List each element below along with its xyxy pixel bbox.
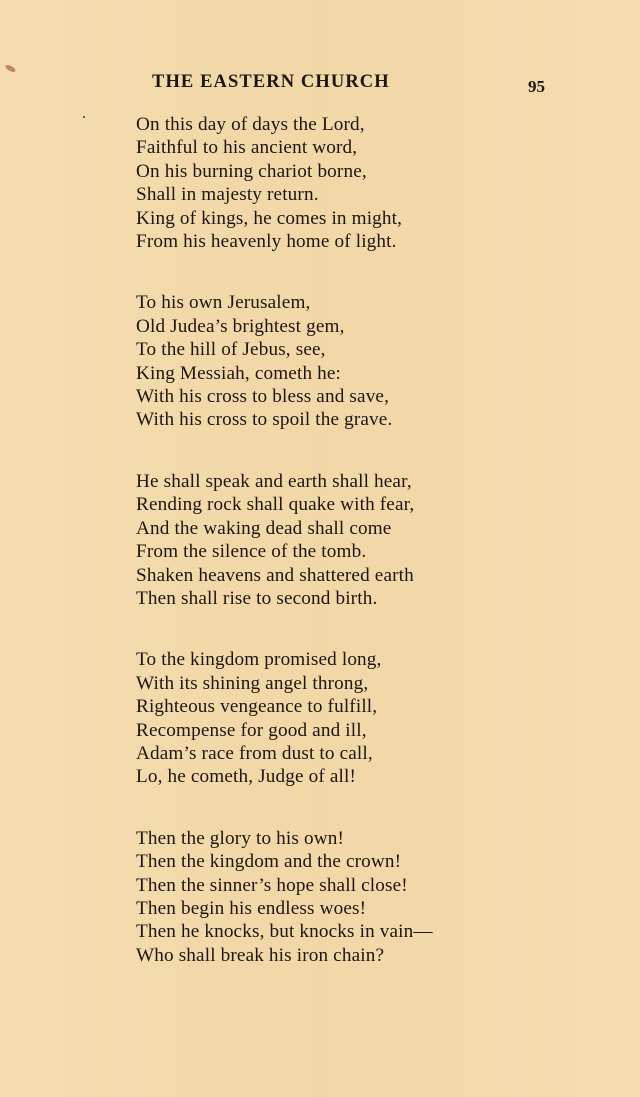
poem-line: On his burning chariot borne, bbox=[136, 160, 367, 182]
poem-line: Then the glory to his own! bbox=[136, 827, 345, 849]
paper-speck bbox=[83, 116, 85, 118]
page-number: 95 bbox=[528, 77, 545, 96]
poem-line: Then shall rise to second birth. bbox=[136, 587, 378, 609]
poem-line: Old Judea’s brightest gem, bbox=[136, 315, 345, 337]
running-title: THE EASTERN CHURCH bbox=[152, 72, 390, 92]
poem-line: He shall speak and earth shall hear, bbox=[136, 470, 412, 492]
stanza-5 bbox=[136, 827, 433, 967]
poem-line: To the hill of Jebus, see, bbox=[136, 339, 326, 361]
poem-line: Recompense for good and ill, bbox=[136, 719, 367, 741]
stanza-2 bbox=[136, 291, 433, 431]
poem-line: Shall in majesty return. bbox=[136, 184, 319, 206]
poem-line: From the silence of the tomb. bbox=[136, 541, 367, 563]
poem-line: Shaken heavens and shattered earth bbox=[136, 564, 414, 586]
poem-line: Then begin his endless woes! bbox=[136, 897, 367, 919]
poem-line: Then he knocks, but knocks in vain— bbox=[136, 921, 433, 943]
poem-line: To his own Jerusalem, bbox=[136, 292, 311, 314]
poem-line: On this day of days the Lord, bbox=[136, 114, 365, 135]
poem-line: Righteous vengeance to fulfill, bbox=[136, 696, 378, 718]
poem-line: Who shall break his iron chain? bbox=[136, 944, 385, 966]
poem-line: Faithful to his ancient word, bbox=[136, 137, 358, 159]
poem-line: With his cross to spoil the grave. bbox=[136, 409, 393, 431]
poem-line: Rending rock shall quake with fear, bbox=[136, 494, 415, 516]
poem-line: With his cross to bless and save, bbox=[136, 386, 390, 408]
poem-line: Then the sinner’s hope shall close! bbox=[136, 874, 408, 896]
poem-line: Adam’s race from dust to call, bbox=[136, 742, 373, 764]
running-header bbox=[0, 72, 640, 96]
poem-line: Lo, he cometh, Judge of all! bbox=[136, 766, 356, 788]
poem-line: From his heavenly home of light. bbox=[136, 231, 397, 253]
stanza-3 bbox=[136, 470, 433, 610]
poem-line: To the kingdom promised long, bbox=[136, 649, 382, 671]
stanza-1 bbox=[136, 113, 433, 253]
poem bbox=[136, 113, 433, 1005]
poem-line: Then the kingdom and the crown! bbox=[136, 851, 402, 873]
stanza-4 bbox=[136, 648, 433, 788]
poem-line: With its shining angel throng, bbox=[136, 672, 369, 694]
poem-line: King Messiah, cometh he: bbox=[136, 362, 342, 384]
poem-line: And the waking dead shall come bbox=[136, 517, 392, 539]
poem-line: King of kings, he comes in might, bbox=[136, 207, 403, 229]
